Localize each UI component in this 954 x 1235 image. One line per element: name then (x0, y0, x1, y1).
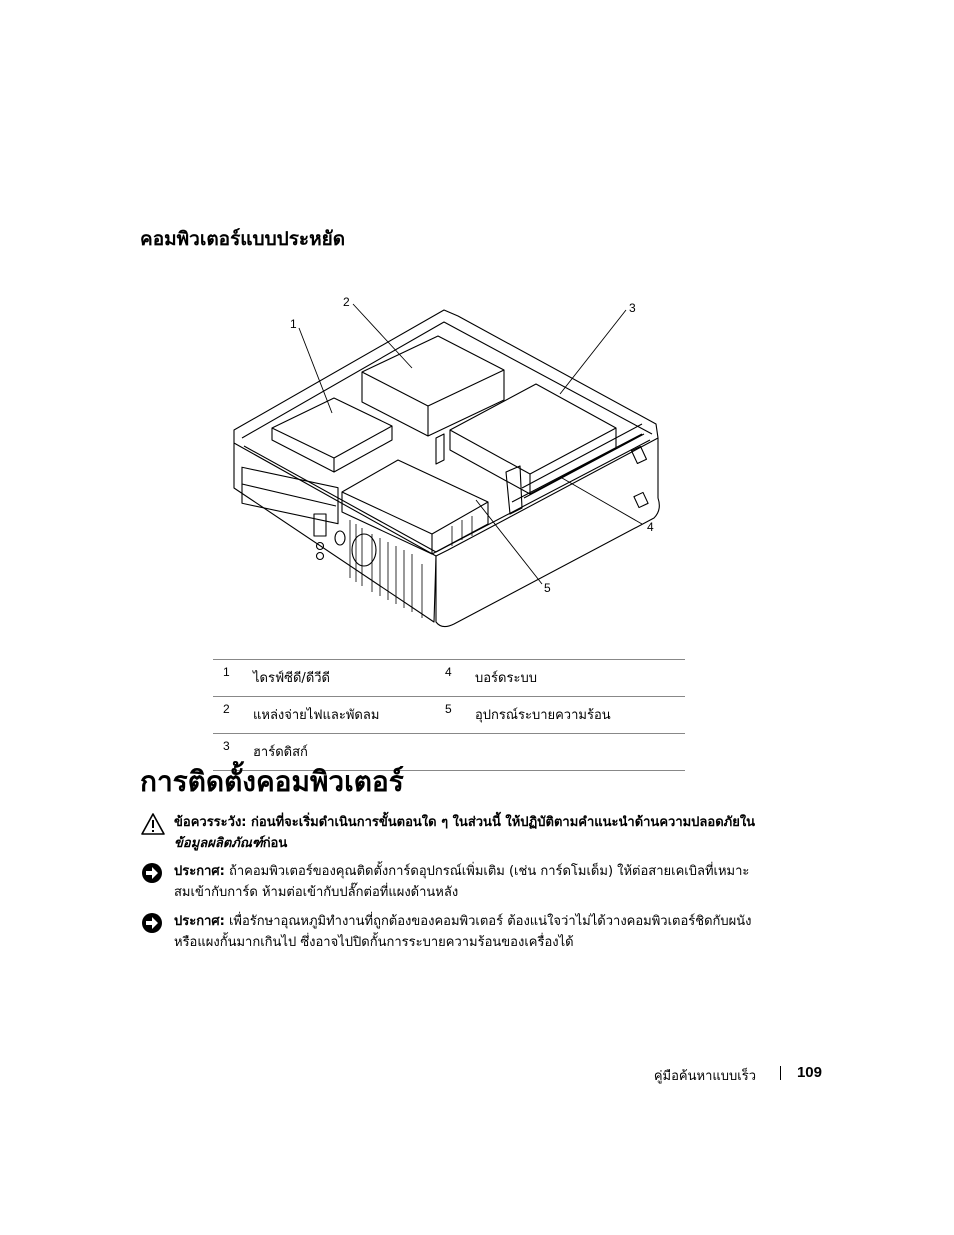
legend-num: 1 (213, 660, 253, 697)
chassis-side-face (436, 438, 659, 627)
notice-icon (140, 911, 166, 935)
legend-num (435, 734, 475, 771)
notice-icon (140, 861, 166, 885)
table-row (213, 660, 685, 697)
main-heading: การติดตั้งคอมพิวเตอร์ (140, 765, 404, 798)
legend-num: 2 (213, 697, 253, 734)
chassis-front-face (234, 443, 436, 622)
system-board (512, 424, 644, 502)
optical-drive (272, 398, 392, 472)
notice-note (140, 911, 760, 953)
callout-4: 4 (647, 520, 654, 534)
caution-icon (140, 812, 166, 836)
legend-label: ฮาร์ดดิสก์ (253, 734, 435, 771)
caution-text-end: ก่อน (262, 836, 288, 851)
callout-5: 5 (544, 581, 551, 595)
chassis-top-outline (234, 310, 658, 556)
legend-label: ไดรฟ์ซีดี/ดีวีดี (253, 660, 435, 697)
section-title: คอมพิวเตอร์แบบประหยัด (140, 228, 346, 250)
notice-label: ประกาศ: (174, 914, 225, 929)
hard-disk (450, 384, 616, 494)
power-supply (362, 336, 504, 436)
notice-text: เพื่อรักษาอุณหภูมิทำงานที่ถูกต้องของคอมพิวเตอร์ ต้องแน่ใจว่าไม่ได้วางคอมพิวเตอร์ชิดกับผนังหรือแผงกั้นมากเกินไป ซึ่งอาจไปปิดกั้นการระบายความร้อนของเครื่องได้ (174, 914, 752, 950)
power-button (335, 531, 345, 545)
notice-label: ประกาศ: (174, 864, 225, 879)
computer-illustration (222, 288, 682, 638)
notice-note (140, 861, 760, 903)
legend-num: 5 (435, 697, 475, 734)
legend-label (475, 734, 685, 771)
footer-title: คู่มือค้นหาแบบเร็ว (653, 1069, 756, 1084)
usb-ports (314, 514, 326, 536)
legend-table (213, 659, 685, 771)
callout-1: 1 (290, 317, 297, 331)
legend-num: 4 (435, 660, 475, 697)
audio-jack (317, 553, 324, 560)
callout-3: 3 (629, 301, 636, 315)
table-row (213, 697, 685, 734)
caution-text: ข้อควรระวัง: ก่อนที่จะเริ่มดำเนินการขั้นตอนใด ๆ ในส่วนนี้ ให้ปฏิบัติตามคำแนะนำด้านความปลอดภัยใน (174, 815, 756, 830)
page-footer (600, 1064, 822, 1084)
caution-note (140, 812, 760, 854)
product-info-title: ข้อมูลผลิตภัณฑ์ (174, 836, 263, 851)
computer-diagram (222, 288, 682, 638)
page-number: 109 (796, 1064, 822, 1081)
legend-label: บอร์ดระบบ (475, 660, 685, 697)
notice-text: ถ้าคอมพิวเตอร์ของคุณติดตั้งการ์ดอุปกรณ์เพิ่มเติม (เช่น การ์ดโมเด็ม) ให้ต่อสายเคเบิลที่เหมาะสมเข้ากับการ์ด ห้ามต่อเข้ากับปลั๊กต่อที่แผงด้านหลัง (174, 864, 750, 900)
legend-label: อุปกรณ์ระบายความร้อน (475, 697, 685, 734)
legend-label: แหล่งจ่ายไฟและพัดลม (253, 697, 435, 734)
footer-separator (780, 1066, 781, 1080)
callout-2: 2 (343, 295, 350, 309)
legend-num: 3 (213, 734, 253, 771)
